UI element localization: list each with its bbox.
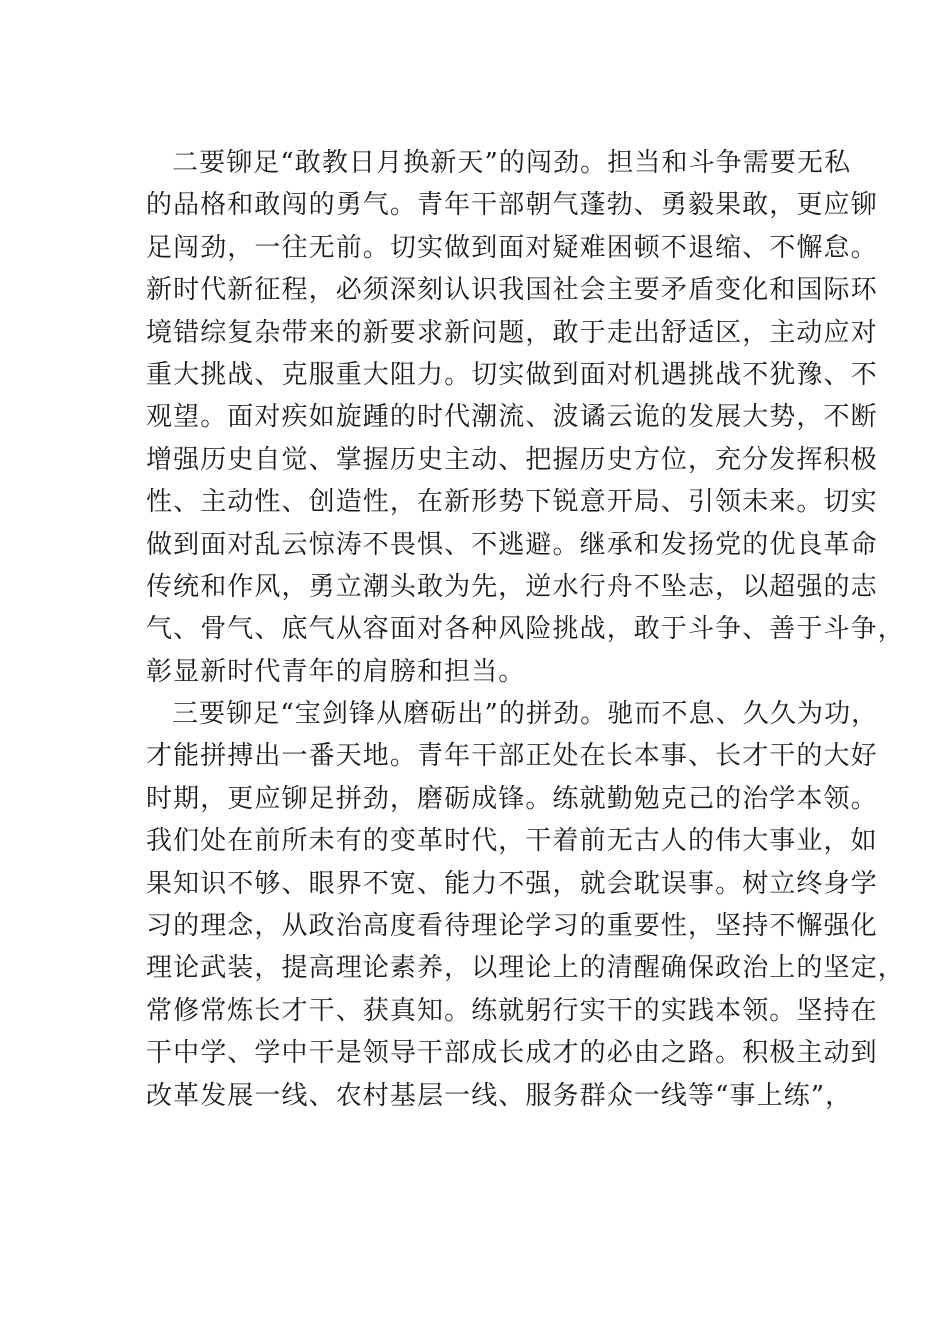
text-line: 增强历史自觉、掌握历史主动、把握历史方位，充分发挥积极 xyxy=(146,444,878,475)
text-line: 重大挑战、克服重大阻力。切实做到面对机遇挑战不犹豫、不 xyxy=(146,359,878,390)
text-line: 才能拼搏出一番天地。青年干部正处在长本事、长才干的大好 xyxy=(146,741,878,772)
text-line: 果知识不够、眼界不宽、能力不强，就会耽误事。树立终身学 xyxy=(146,868,878,899)
text-line: 性、主动性、创造性，在新形势下锐意开局、引领未来。切实 xyxy=(146,487,878,518)
text-line: 三要铆足“宝剑锋从磨砺出”的拼劲。驰而不息、久久为功， xyxy=(172,699,879,730)
text-line: 传统和作风，勇立潮头敢为先，逆水行舟不坠志，以超强的志 xyxy=(146,571,878,602)
text-line: 气、骨气、底气从容面对各种风险挑战，敢于斗争、善于斗争， xyxy=(146,614,905,645)
text-line: 境错综复杂带来的新要求新问题，敢于走出舒适区，主动应对 xyxy=(146,317,878,348)
text-line: 的品格和敢闯的勇气。青年干部朝气蓬勃、勇毅果敢，更应铆 xyxy=(146,190,878,221)
text-line: 习的理念，从政治高度看待理论学习的重要性，坚持不懈强化 xyxy=(146,911,878,942)
paragraph-two xyxy=(146,142,905,693)
text-line: 做到面对乱云惊涛不畏惧、不逃避。继承和发扬党的优良革命 xyxy=(146,529,878,560)
paragraph-three xyxy=(146,693,905,1117)
text-line: 常修常炼长才干、获真知。练就躬行实干的实践本领。坚持在 xyxy=(146,995,878,1026)
text-line: 二要铆足“敢教日月换新天”的闯劲。担当和斗争需要无私 xyxy=(172,148,852,178)
text-line: 观望。面对疾如旋踵的时代潮流、波谲云诡的发展大势，不断 xyxy=(146,402,878,433)
text-line: 理论武装，提高理论素养，以理论上的清醒确保政治上的坚定， xyxy=(146,953,905,984)
text-line: 我们处在前所未有的变革时代，干着前无古人的伟大事业，如 xyxy=(146,826,878,857)
document-body xyxy=(146,142,905,1117)
text-line: 改革发展一线、农村基层一线、服务群众一线等“事上练”， xyxy=(146,1080,853,1111)
text-line: 足闯劲，一往无前。切实做到面对疑难困顿不退缩、不懈怠。 xyxy=(146,232,878,263)
text-line: 新时代新征程，必须深刻认识我国社会主要矛盾变化和国际环 xyxy=(146,275,878,306)
text-line: 时期，更应铆足拼劲，磨砺成锋。练就勤勉克己的治学本领。 xyxy=(146,783,878,814)
text-line: 干中学、学中干是领导干部成长成才的必由之路。积极主动到 xyxy=(146,1038,878,1069)
text-line: 彰显新时代青年的肩膀和担当。 xyxy=(146,656,526,687)
